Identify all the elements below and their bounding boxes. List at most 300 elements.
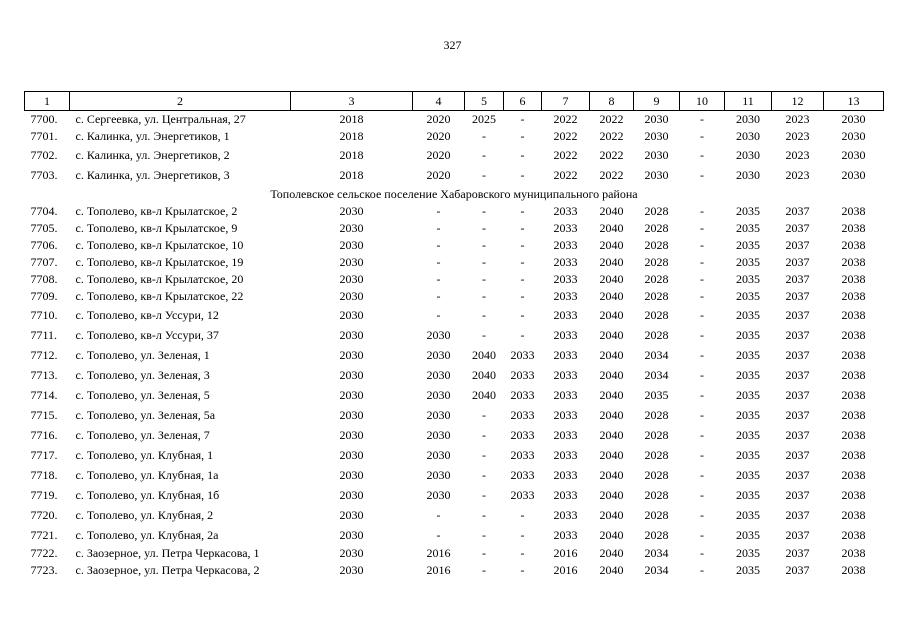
year-cell: - — [482, 488, 486, 502]
year-cell: 2030 — [736, 129, 760, 143]
year-cell: 2030 — [736, 148, 760, 162]
section-title: Тополевское сельское поселение Хабаровского муниципального района — [270, 187, 638, 201]
year-cell: 2040 — [599, 508, 624, 522]
year-cell: - — [520, 204, 525, 218]
address-cell: с. Тополево, кв-л Уссури, 37 — [75, 328, 219, 342]
year-cell: - — [520, 238, 525, 252]
address-cell: с. Тополево, ул. Клубная, 1 — [75, 448, 214, 462]
year-cell: - — [700, 508, 704, 522]
year-cell: 2033 — [553, 508, 578, 522]
year-cell: 2020 — [426, 112, 451, 126]
year-cell: 2035 — [736, 408, 760, 422]
table-row — [25, 220, 884, 237]
table-row — [25, 254, 884, 271]
year-cell: 2033 — [510, 388, 535, 402]
table-row — [25, 465, 884, 485]
year-cell: 2037 — [785, 428, 810, 442]
year-cell: - — [436, 255, 441, 269]
year-cell: - — [700, 546, 704, 560]
row-number: 7702. — [30, 148, 58, 162]
year-cell: 2033 — [553, 528, 578, 542]
year-cell: 2030 — [339, 328, 364, 342]
year-cell: - — [520, 289, 525, 303]
year-cell: 2040 — [599, 289, 624, 303]
year-cell: - — [436, 272, 441, 286]
year-cell: 2022 — [599, 168, 624, 182]
table-body-bottom — [25, 203, 884, 579]
year-cell: - — [436, 204, 441, 218]
year-cell: 2037 — [785, 348, 810, 362]
year-cell: 2035 — [736, 308, 760, 322]
year-cell: 2018 — [339, 168, 364, 182]
year-cell: 2033 — [510, 428, 535, 442]
year-cell: 2038 — [841, 221, 866, 235]
year-cell: 2030 — [339, 204, 364, 218]
address-cell: с. Заозерное, ул. Петра Черкасова, 2 — [75, 563, 260, 577]
year-cell: 2035 — [736, 221, 760, 235]
year-cell: 2030 — [426, 368, 451, 382]
year-cell: - — [700, 308, 704, 322]
year-cell: 2037 — [785, 221, 810, 235]
year-cell: 2035 — [736, 255, 760, 269]
col-header: 5 — [465, 92, 504, 111]
year-cell: - — [436, 528, 441, 542]
year-cell: 2023 — [785, 129, 810, 143]
year-cell: 2038 — [841, 546, 866, 560]
year-cell: - — [520, 148, 525, 162]
year-cell: 2033 — [510, 348, 535, 362]
year-cell: 2040 — [599, 408, 624, 422]
year-cell: 2037 — [785, 448, 810, 462]
year-cell: - — [700, 129, 704, 143]
year-cell: 2016 — [426, 546, 451, 560]
col-header: 1 — [25, 92, 70, 111]
year-cell: 2035 — [736, 563, 760, 577]
col-header: 11 — [725, 92, 772, 111]
row-number: 7700. — [30, 112, 58, 126]
year-cell: - — [482, 221, 486, 235]
year-cell: 2018 — [339, 129, 364, 143]
year-cell: 2035 — [736, 528, 760, 542]
year-cell: - — [482, 272, 486, 286]
year-cell: 2038 — [841, 448, 866, 462]
year-cell: 2028 — [644, 272, 669, 286]
col-header: 6 — [504, 92, 542, 111]
col-header: 12 — [772, 92, 824, 111]
year-cell: - — [700, 255, 704, 269]
address-cell: с. Калинка, ул. Энергетиков, 1 — [75, 129, 230, 143]
year-cell: 2033 — [510, 468, 535, 482]
year-cell: - — [700, 328, 704, 342]
year-cell: 2040 — [599, 468, 624, 482]
year-cell: - — [482, 204, 486, 218]
year-cell: 2030 — [644, 148, 669, 162]
year-cell: 2030 — [339, 528, 364, 542]
header-row — [25, 92, 884, 111]
year-cell: - — [520, 563, 525, 577]
year-cell: 2022 — [553, 129, 578, 143]
year-cell: 2040 — [599, 308, 624, 322]
year-cell: 2030 — [339, 488, 364, 502]
year-cell: - — [700, 221, 704, 235]
row-number: 7709. — [30, 289, 58, 303]
year-cell: 2030 — [339, 272, 364, 286]
year-cell: 2040 — [599, 388, 624, 402]
year-cell: 2033 — [553, 272, 578, 286]
year-cell: 2033 — [553, 308, 578, 322]
address-cell: с. Заозерное, ул. Петра Черкасова, 1 — [75, 546, 260, 560]
year-cell: 2034 — [644, 348, 669, 362]
year-cell: 2033 — [553, 368, 578, 382]
year-cell: - — [520, 129, 525, 143]
year-cell: 2030 — [339, 255, 364, 269]
year-cell: 2028 — [644, 289, 669, 303]
year-cell: 2040 — [599, 428, 624, 442]
table-row — [25, 325, 884, 345]
year-cell: 2040 — [599, 368, 624, 382]
year-cell: 2040 — [599, 272, 624, 286]
year-cell: - — [520, 112, 525, 126]
year-cell: 2038 — [841, 428, 866, 442]
table-row — [25, 111, 884, 129]
year-cell: 2033 — [553, 468, 578, 482]
table-body-top — [25, 111, 884, 186]
year-cell: 2018 — [339, 148, 364, 162]
year-cell: 2037 — [785, 308, 810, 322]
address-cell: с. Тополево, кв-л Крылатское, 10 — [75, 238, 244, 252]
year-cell: 2033 — [510, 448, 535, 462]
year-cell: - — [700, 272, 704, 286]
year-cell: 2033 — [553, 289, 578, 303]
year-cell: 2040 — [599, 528, 624, 542]
year-cell: 2038 — [841, 289, 866, 303]
year-cell: 2037 — [785, 408, 810, 422]
year-cell: 2040 — [599, 563, 624, 577]
year-cell: 2035 — [736, 388, 760, 402]
year-cell: 2040 — [472, 388, 496, 402]
year-cell: - — [700, 204, 704, 218]
year-cell: 2016 — [553, 546, 578, 560]
address-cell: с. Тополево, ул. Клубная, 1а — [75, 468, 219, 482]
row-number: 7713. — [30, 368, 58, 382]
year-cell: 2030 — [339, 388, 364, 402]
year-cell: - — [700, 388, 704, 402]
year-cell: 2033 — [510, 368, 535, 382]
year-cell: 2033 — [553, 428, 578, 442]
year-cell: 2035 — [736, 368, 760, 382]
year-cell: 2030 — [426, 428, 451, 442]
year-cell: 2037 — [785, 255, 810, 269]
row-number: 7703. — [30, 168, 58, 182]
year-cell: 2030 — [339, 221, 364, 235]
row-number: 7715. — [30, 408, 58, 422]
year-cell: 2038 — [841, 468, 866, 482]
row-number: 7717. — [30, 448, 58, 462]
year-cell: - — [700, 168, 704, 182]
address-cell: с. Тополево, кв-л Крылатское, 22 — [75, 289, 244, 303]
year-cell: - — [482, 148, 486, 162]
year-cell: 2037 — [785, 238, 810, 252]
address-cell: с. Калинка, ул. Энергетиков, 3 — [75, 168, 230, 182]
year-cell: 2028 — [644, 428, 669, 442]
year-cell: - — [700, 112, 704, 126]
section-row — [25, 185, 884, 203]
table-row — [25, 385, 884, 405]
address-cell: с. Тополево, кв-л Крылатское, 20 — [75, 272, 244, 286]
year-cell: 2030 — [339, 308, 364, 322]
address-cell: с. Тополево, ул. Зеленая, 7 — [75, 428, 210, 442]
year-cell: - — [482, 508, 486, 522]
year-cell: 2028 — [644, 308, 669, 322]
year-cell: 2030 — [426, 408, 451, 422]
year-cell: 2037 — [785, 204, 810, 218]
row-number: 7705. — [30, 221, 58, 235]
year-cell: 2040 — [599, 348, 624, 362]
year-cell: 2016 — [553, 563, 578, 577]
col-header: 4 — [413, 92, 465, 111]
year-cell: 2037 — [785, 328, 810, 342]
year-cell: 2038 — [841, 272, 866, 286]
year-cell: 2038 — [841, 508, 866, 522]
col-header: 8 — [590, 92, 634, 111]
year-cell: - — [482, 328, 486, 342]
year-cell: 2030 — [644, 168, 669, 182]
year-cell: 2030 — [426, 488, 451, 502]
year-cell: 2020 — [426, 168, 451, 182]
row-number: 7720. — [30, 508, 58, 522]
year-cell: 2022 — [599, 112, 624, 126]
year-cell: 2020 — [426, 148, 451, 162]
year-cell: 2037 — [785, 368, 810, 382]
year-cell: 2035 — [736, 289, 760, 303]
table-row — [25, 365, 884, 385]
address-cell: с. Тополево, ул. Клубная, 2 — [75, 508, 214, 522]
address-cell: с. Тополево, кв-л Крылатское, 19 — [75, 255, 244, 269]
year-cell: 2030 — [339, 428, 364, 442]
col-header: 3 — [291, 92, 413, 111]
year-cell: - — [482, 528, 486, 542]
year-cell: - — [482, 468, 486, 482]
year-cell: 2020 — [426, 129, 451, 143]
table-row — [25, 345, 884, 365]
year-cell: 2030 — [426, 388, 451, 402]
year-cell: 2040 — [599, 448, 624, 462]
address-cell: с. Сергеевка, ул. Центральная, 27 — [75, 112, 246, 126]
year-cell: 2035 — [736, 272, 760, 286]
row-number: 7711. — [30, 328, 58, 342]
table-row — [25, 485, 884, 505]
year-cell: - — [482, 428, 486, 442]
year-cell: 2030 — [644, 112, 669, 126]
year-cell: - — [436, 289, 441, 303]
year-cell: 2035 — [736, 204, 760, 218]
year-cell: 2028 — [644, 204, 669, 218]
year-cell: - — [436, 221, 441, 235]
year-cell: 2040 — [599, 546, 624, 560]
address-cell: с. Тополево, кв-л Крылатское, 9 — [75, 221, 238, 235]
address-cell: с. Тополево, кв-л Крылатское, 2 — [75, 204, 238, 218]
year-cell: 2023 — [785, 112, 810, 126]
year-cell: 2023 — [785, 168, 810, 182]
table-row — [25, 203, 884, 220]
year-cell: 2028 — [644, 508, 669, 522]
address-cell: с. Тополево, ул. Клубная, 1б — [75, 488, 220, 502]
year-cell: - — [482, 408, 486, 422]
table-row — [25, 525, 884, 545]
year-cell: 2016 — [426, 563, 451, 577]
year-cell: 2022 — [553, 112, 578, 126]
table-row — [25, 405, 884, 425]
year-cell: - — [436, 308, 441, 322]
year-cell: 2028 — [644, 468, 669, 482]
year-cell: 2030 — [426, 328, 451, 342]
page-number: 327 — [443, 38, 462, 52]
table-row — [25, 445, 884, 465]
year-cell: 2037 — [785, 508, 810, 522]
year-cell: - — [700, 238, 704, 252]
year-cell: - — [700, 448, 704, 462]
year-cell: 2037 — [785, 289, 810, 303]
row-number: 7708. — [30, 272, 58, 286]
year-cell: - — [700, 563, 704, 577]
year-cell: 2028 — [644, 255, 669, 269]
year-cell: - — [520, 272, 525, 286]
year-cell: 2038 — [841, 488, 866, 502]
row-number: 7718. — [30, 468, 58, 482]
year-cell: 2034 — [644, 563, 669, 577]
year-cell: 2030 — [841, 168, 866, 182]
year-cell: - — [482, 563, 486, 577]
section-body — [25, 185, 884, 203]
year-cell: - — [700, 468, 704, 482]
year-cell: 2022 — [553, 168, 578, 182]
year-cell: 2035 — [736, 546, 760, 560]
year-cell: 2033 — [553, 448, 578, 462]
row-number: 7722. — [30, 546, 58, 560]
year-cell: 2028 — [644, 328, 669, 342]
year-cell: - — [520, 255, 525, 269]
year-cell: 2030 — [736, 112, 760, 126]
year-cell: - — [700, 148, 704, 162]
year-cell: - — [520, 221, 525, 235]
row-number: 7710. — [30, 308, 58, 322]
year-cell: 2033 — [553, 328, 578, 342]
year-cell: 2035 — [736, 238, 760, 252]
year-cell: 2037 — [785, 272, 810, 286]
year-cell: 2035 — [644, 388, 669, 402]
year-cell: 2030 — [644, 129, 669, 143]
year-cell: 2028 — [644, 448, 669, 462]
address-cell: с. Тополево, ул. Зеленая, 5а — [75, 408, 216, 422]
year-cell: - — [482, 129, 486, 143]
year-cell: - — [482, 255, 486, 269]
year-cell: 2035 — [736, 428, 760, 442]
row-number: 7701. — [30, 129, 58, 143]
table-row — [25, 145, 884, 165]
year-cell: 2040 — [599, 221, 624, 235]
year-cell: 2038 — [841, 255, 866, 269]
year-cell: 2030 — [339, 468, 364, 482]
year-cell: - — [482, 238, 486, 252]
year-cell: 2033 — [553, 255, 578, 269]
year-cell: 2033 — [553, 238, 578, 252]
year-cell: - — [482, 168, 486, 182]
table-row — [25, 305, 884, 325]
year-cell: 2030 — [841, 112, 866, 126]
year-cell: 2038 — [841, 528, 866, 542]
year-cell: 2037 — [785, 468, 810, 482]
year-cell: - — [436, 508, 441, 522]
year-cell: - — [482, 448, 486, 462]
table-row — [25, 425, 884, 445]
year-cell: 2037 — [785, 528, 810, 542]
year-cell: 2040 — [599, 488, 624, 502]
row-number: 7714. — [30, 388, 58, 402]
year-cell: 2037 — [785, 488, 810, 502]
year-cell: 2030 — [339, 348, 364, 362]
table-row — [25, 545, 884, 562]
year-cell: 2030 — [339, 368, 364, 382]
year-cell: - — [700, 488, 704, 502]
address-cell: с. Калинка, ул. Энергетиков, 2 — [75, 148, 230, 162]
year-cell: 2030 — [339, 546, 364, 560]
year-cell: 2033 — [553, 348, 578, 362]
year-cell: 2038 — [841, 348, 866, 362]
year-cell: 2030 — [426, 348, 451, 362]
table-row — [25, 271, 884, 288]
row-number: 7707. — [30, 255, 58, 269]
year-cell: 2030 — [841, 148, 866, 162]
col-header: 9 — [634, 92, 680, 111]
year-cell: 2038 — [841, 563, 866, 577]
year-cell: 2037 — [785, 546, 810, 560]
year-cell: 2040 — [599, 238, 624, 252]
year-cell: 2038 — [841, 308, 866, 322]
col-header: 13 — [824, 92, 884, 111]
row-number: 7721. — [30, 528, 58, 542]
year-cell: 2030 — [339, 289, 364, 303]
year-cell: 2030 — [339, 508, 364, 522]
address-cell: с. Тополево, ул. Зеленая, 3 — [75, 368, 210, 382]
year-cell: 2033 — [510, 488, 535, 502]
year-cell: 2018 — [339, 112, 364, 126]
year-cell: 2034 — [644, 368, 669, 382]
year-cell: 2040 — [599, 204, 624, 218]
year-cell: - — [700, 408, 704, 422]
year-cell: 2038 — [841, 204, 866, 218]
year-cell: 2023 — [785, 148, 810, 162]
year-cell: 2035 — [736, 448, 760, 462]
year-cell: - — [700, 289, 704, 303]
year-cell: 2030 — [339, 408, 364, 422]
year-cell: - — [700, 528, 704, 542]
year-cell: 2022 — [599, 129, 624, 143]
table-row — [25, 288, 884, 305]
year-cell: 2040 — [599, 255, 624, 269]
row-number: 7716. — [30, 428, 58, 442]
year-cell: 2033 — [553, 488, 578, 502]
year-cell: - — [700, 428, 704, 442]
year-cell: 2030 — [339, 448, 364, 462]
year-cell: 2038 — [841, 238, 866, 252]
year-cell: 2033 — [553, 204, 578, 218]
year-cell: - — [520, 308, 525, 322]
data-table — [24, 91, 884, 579]
year-cell: - — [436, 238, 441, 252]
year-cell: - — [482, 289, 486, 303]
year-cell: - — [520, 508, 525, 522]
address-cell: с. Тополево, кв-л Уссури, 12 — [75, 308, 219, 322]
